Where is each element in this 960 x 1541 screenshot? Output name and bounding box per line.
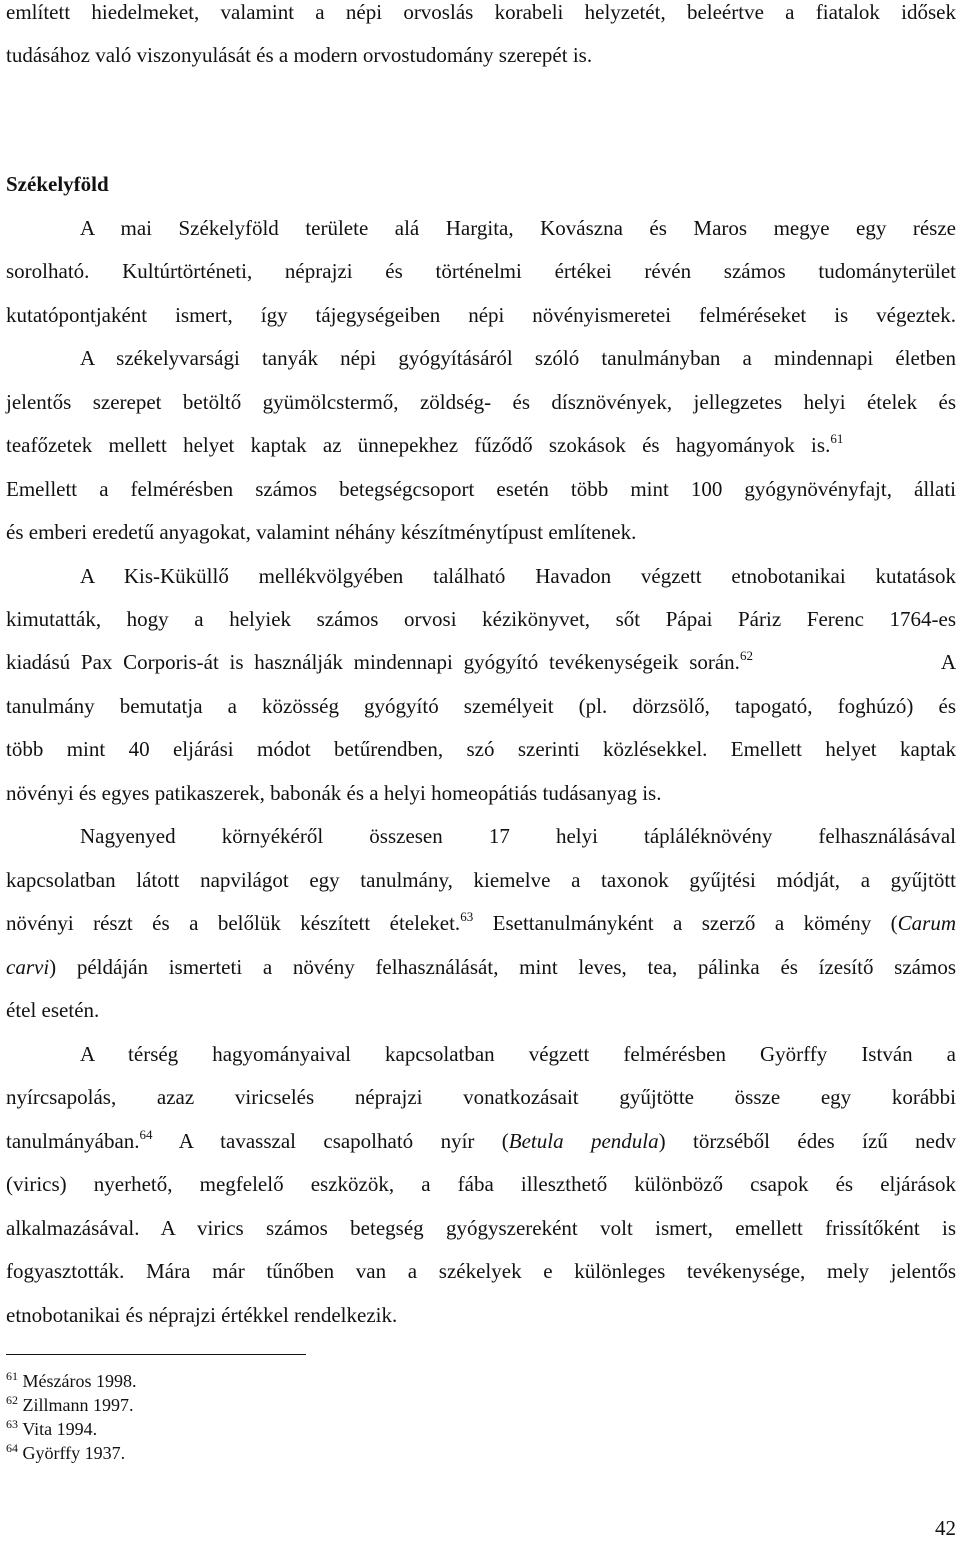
body-line: A mai Székelyföld területe alá Hargita, Kovászna és Maros megye egy része xyxy=(80,216,956,240)
footnote-number: 61 xyxy=(6,1369,18,1383)
body-line: Emellett a felmérésben számos betegségcsoport esetén több mint 100 gyógynövényfajt, állati xyxy=(6,477,956,501)
line-text: A xyxy=(940,650,956,674)
body-line: jelentős szerepet betöltő gyümölcstermő, zöldség- és dísznövények, jellegzetes helyi ételek és xyxy=(6,390,956,414)
footnote-ref: 63 xyxy=(460,909,474,924)
footnote-text: Mészáros 1998. xyxy=(22,1371,137,1391)
line-text: növényi részt és a belőlük készített ételeket. xyxy=(6,911,461,935)
section-heading: Székelyföld xyxy=(6,172,109,196)
line-text: kiadású Pax Corporis-át is használják mindennapi gyógyító tevékenységeik során. xyxy=(6,650,740,674)
body-line: kimutatták, hogy a helyiek számos orvosi kézikönyvet, sőt Pápai Páriz Ferenc 1764-es xyxy=(6,607,956,631)
footnote-text: Vita 1994. xyxy=(22,1419,98,1439)
body-line: nyírcsapolás, azaz viricselés néprajzi vonatkozásait gyűjtötte össze egy korábbi xyxy=(6,1085,956,1109)
footnote-ref: 64 xyxy=(139,1127,153,1142)
page-number: 42 xyxy=(935,1516,956,1540)
body-line: A székelyvarsági tanyák népi gyógyításáról szóló tanulmányban a mindennapi életben xyxy=(80,346,956,370)
body-line: tudásához való viszonyulását és a modern orvostudomány szerepét is. xyxy=(6,43,593,67)
body-line: etnobotanikai és néprajzi értékkel rendelkezik. xyxy=(6,1303,398,1327)
footnote-number: 62 xyxy=(6,1393,18,1407)
footnote xyxy=(6,1441,126,1463)
body-line: növényi és egyes patikaszerek, babonák és a helyi homeopátiás tudásanyag is. xyxy=(6,781,662,805)
body-line: sorolható. Kultúrtörténeti, néprajzi és történelmi értékei révén számos tudományterület xyxy=(6,259,956,283)
body-line: kutatópontjaként ismert, így tájegységeiben népi növényismeretei felméréseket is végeztek. xyxy=(6,303,956,327)
body-line xyxy=(6,431,956,457)
body-line: és emberi eredetű anyagokat, valamint néhány készítménytípust említenek. xyxy=(6,520,637,544)
body-line: étel esetén. xyxy=(6,998,100,1022)
body-line: A térség hagyományaival kapcsolatban végzett felmérésben Györffy István a xyxy=(80,1042,956,1066)
body-line xyxy=(6,1127,956,1153)
footnote xyxy=(6,1393,134,1415)
line-text: teafőzetek mellett helyet kaptak az ünnepekhez fűződő szokások és hagyományok is. xyxy=(6,433,831,457)
body-line: A Kis-Küküllő mellékvölgyében található Havadon végzett etnobotanikai kutatások xyxy=(80,564,956,588)
line-text: tanulmányában. xyxy=(6,1129,140,1153)
body-line: több mint 40 eljárási módot betűrendben, szó szerinti közlésekkel. Emellett helyet kaptak xyxy=(6,737,956,761)
body-line: (virics) nyerhető, megfelelő eszközök, a fába illeszthető különböző csapok és eljárások xyxy=(6,1172,956,1196)
line-text: Esettanulmányként a szerző a kömény ( xyxy=(492,911,898,935)
footnote-number: 64 xyxy=(6,1441,18,1455)
footnote-ref: 62 xyxy=(739,648,753,663)
line-text: A tavasszal csapolható nyír ( xyxy=(178,1129,509,1153)
line-text: ) példáján ismerteti a növény felhasználását, mint leves, tea, pálinka és ízesítő számos xyxy=(49,955,956,979)
footnote-ref: 61 xyxy=(830,431,844,446)
body-line: kapcsolatban látott napvilágot egy tanulmány, kiemelve a taxonok gyűjtési módját, a gyűjtött xyxy=(6,868,956,892)
line-text: ) törzséből édes ízű nedv xyxy=(658,1129,956,1153)
footnote-number: 63 xyxy=(6,1417,18,1431)
footnote-text: Zillmann 1997. xyxy=(22,1395,134,1415)
footnote-text: Györffy 1937. xyxy=(22,1443,126,1463)
footnote xyxy=(6,1417,98,1439)
species-name: carvi xyxy=(6,955,50,979)
body-line xyxy=(6,957,956,978)
body-line: említett hiedelmeket, valamint a népi orvoslás korabeli helyzetét, beleértve a fiatalok idősek xyxy=(6,0,956,24)
body-line xyxy=(6,648,956,674)
species-name: Carum xyxy=(897,911,956,935)
footnote xyxy=(6,1369,137,1391)
species-name: Betula pendula xyxy=(508,1129,659,1153)
body-line: fogyasztották. Mára már tűnőben van a székelyek e különleges tevékenysége, mely jelentős xyxy=(6,1259,956,1283)
body-line: tanulmány bemutatja a közösség gyógyító személyeit (pl. dörzsölő, tapogató, foghúzó) és xyxy=(6,694,956,718)
body-line: alkalmazásával. A virics számos betegség gyógyszereként volt ismert, emellett frissítőként is xyxy=(6,1216,956,1240)
footnote-divider xyxy=(6,1354,306,1355)
body-line: Nagyenyed környékéről összesen 17 helyi tápláléknövény felhasználásával xyxy=(80,824,956,848)
body-line xyxy=(6,909,956,935)
